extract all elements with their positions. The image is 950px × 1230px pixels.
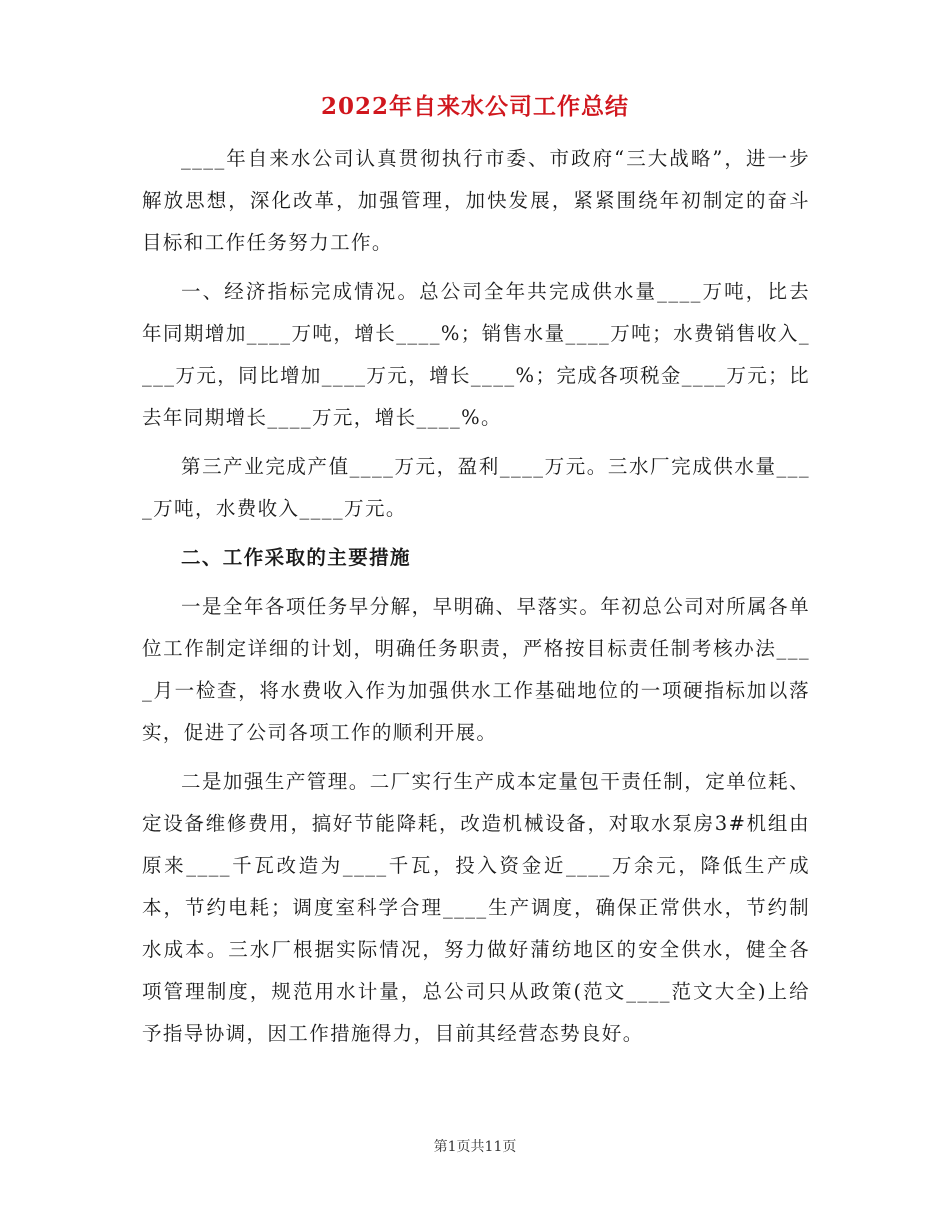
economic-indicators-paragraph: 一、经济指标完成情况。总公司全年共完成供水量____万吨，比去年同期增加____万吨，增长____%；销售水量____万吨；水费销售收入____万元，同比增加____万元，增长____%；完成各项税金____万元；比去年同期增长____万元，增长____%。 xyxy=(142,280,810,429)
document-body xyxy=(142,138,810,1062)
measure-one-paragraph: 一是全年各项任务早分解，早明确、早落实。年初总公司对所属各单位工作制定详细的计划，明确任务职责，严格按目标责任制考核办法____月一检查，将水费收入作为加强供水工作基础地位的一项硬指标加以落实，促进了公司各项工作的顺利开展。 xyxy=(142,595,810,744)
intro-paragraph: ____年自来水公司认真贯彻执行市委、市政府“三大战略”，进一步解放思想，深化改革，加强管理，加快发展，紧紧围绕年初制定的奋斗目标和工作任务努力工作。 xyxy=(142,147,810,254)
page-footer: 第1页共11页 xyxy=(433,1139,517,1155)
tertiary-industry-paragraph: 第三产业完成产值____万元，盈利____万元。三水厂完成供水量____万吨，水费收入____万元。 xyxy=(142,455,810,520)
document-title: 2022年自来水公司工作总结 xyxy=(320,93,629,120)
section-heading-measures: 二、工作采取的主要措施 xyxy=(181,546,411,569)
measure-two-paragraph: 二是加强生产管理。二厂实行生产成本定量包干责任制，定单位耗、定设备维修费用，搞好节能降耗，改造机械设备，对取水泵房3#机组由原来____千瓦改造为____千瓦，投入资金近____万余元，降低生产成本，节约电耗；调度室科学合理____生产调度，确保正常供水，节约制水成本。三水厂根据实际情况，努力做好蒲纺地区的安全供水，健全各项管理制度，规范用水计量，总公司只从政策(范文____范文大全)上给予指导协调，因工作措施得力，目前其经营态势良好。 xyxy=(142,770,810,1045)
